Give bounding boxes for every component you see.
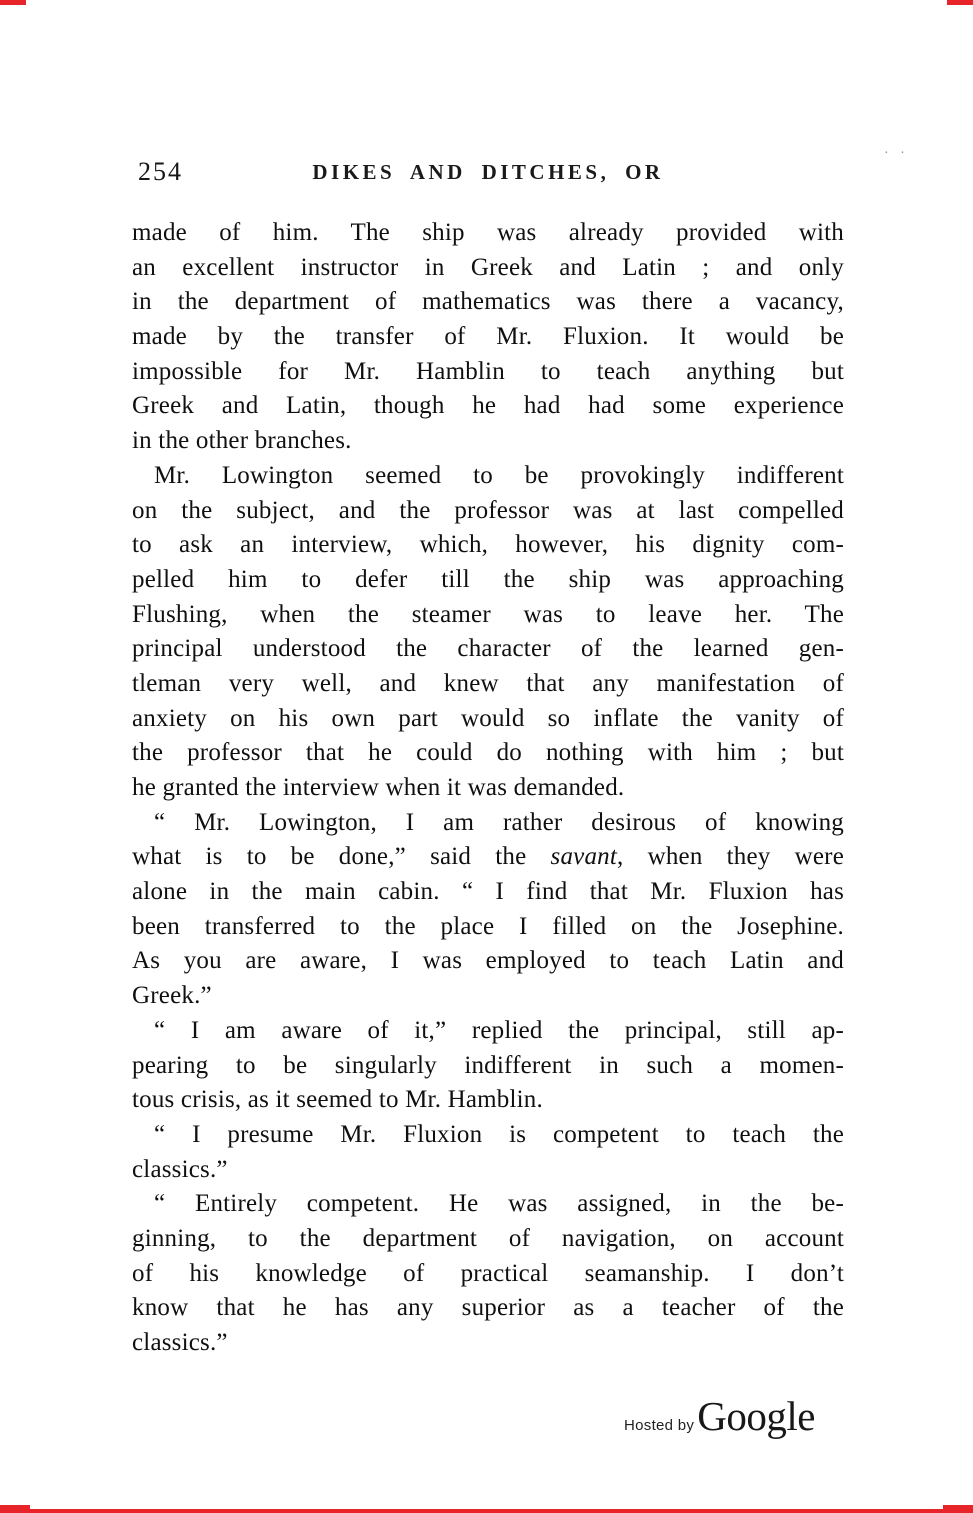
text-line: “ Entirely competent. He was assigned, in the be- [154,1190,844,1218]
footer-watermark [624,1393,815,1439]
page-text-block [132,216,844,1361]
text-line: made by the transfer of Mr. Fluxion. It would be [132,323,844,351]
text-line: pearing to be singularly indifferent in such a momen- [132,1051,844,1079]
text-line: Greek.” [132,982,212,1010]
text-segment: what is to be done,” said the [132,843,551,871]
text-line: impossible for Mr. Hamblin to teach anything but [132,357,844,385]
text-line: to ask an interview, which, however, his dignity com- [132,531,844,559]
text-line: classics.” [132,1329,228,1356]
text-line: of his knowledge of practical seamanship. I don’t [132,1259,844,1287]
text-segment: , when they were [617,843,844,871]
text-line: he granted the interview when it was demanded. [132,774,625,801]
text-line: Flushing, when the steamer was to leave her. The [132,600,844,628]
running-header [132,156,844,192]
page-edge-mark-bottom-left [0,1505,30,1513]
paragraph [132,1187,844,1360]
text-line: anxiety on his own part would so inflate the vanity of [132,704,844,732]
text-line: in the other branches. [132,427,352,455]
text-line: “ I am aware of it,” replied the principal, still ap- [154,1016,844,1044]
scan-artifact-dots: · · [884,146,909,161]
text-line: “ I presume Mr. Fluxion is competent to teach the [154,1120,844,1148]
text-line: As you are aware, I was employed to teach Latin and [132,947,844,975]
text-line: Greek and Latin, though he had had some experience [132,392,844,420]
page-number: 254 [138,157,183,186]
hosted-by-label: Hosted by [624,1417,695,1434]
text-line: principal understood the character of the learned gen- [132,635,844,663]
paragraph [132,216,844,459]
text-line: ginning, to the department of navigation, on account [132,1224,844,1252]
text-line: tous crisis, as it seemed to Mr. Hamblin. [132,1086,543,1114]
italic-word: savant [550,843,618,871]
text-line: on the subject, and the professor was at last compelled [132,496,844,524]
text-line: know that he has any superior as a teacher of the [132,1294,844,1322]
page-edge-mark-top-left [0,0,26,5]
text-line: pelled him to defer till the ship was approaching [132,565,844,593]
paragraph [132,459,844,806]
page-edge-mark-bottom [0,1509,973,1513]
google-logo: Google [697,1393,815,1439]
text-line [132,840,844,875]
text-line: been transferred to the place I filled on the Josephine. [132,912,844,940]
running-title: DIKES AND DITCHES, OR [312,160,664,184]
paragraph [132,1118,844,1187]
text-line: in the department of mathematics was there a vacancy, [132,288,844,316]
paragraph [132,806,844,1014]
text-line: classics.” [132,1155,228,1183]
text-line: “ Mr. Lowington, I am rather desirous of knowing [154,808,844,836]
text-line: the professor that he could do nothing with him ; but [132,739,844,767]
text-line: tleman very well, and knew that any manifestation of [132,669,844,697]
page-edge-mark-top-right [947,0,973,5]
page-edge-mark-bottom-right [943,1505,973,1513]
text-line: Mr. Lowington seemed to be provokingly indifferent [154,461,844,489]
text-line: alone in the main cabin. “ I find that Mr. Fluxion has [132,878,844,906]
text-line: made of him. The ship was already provided with [132,219,844,246]
text-line: an excellent instructor in Greek and Latin ; and only [132,253,844,281]
paragraph [132,1014,844,1118]
